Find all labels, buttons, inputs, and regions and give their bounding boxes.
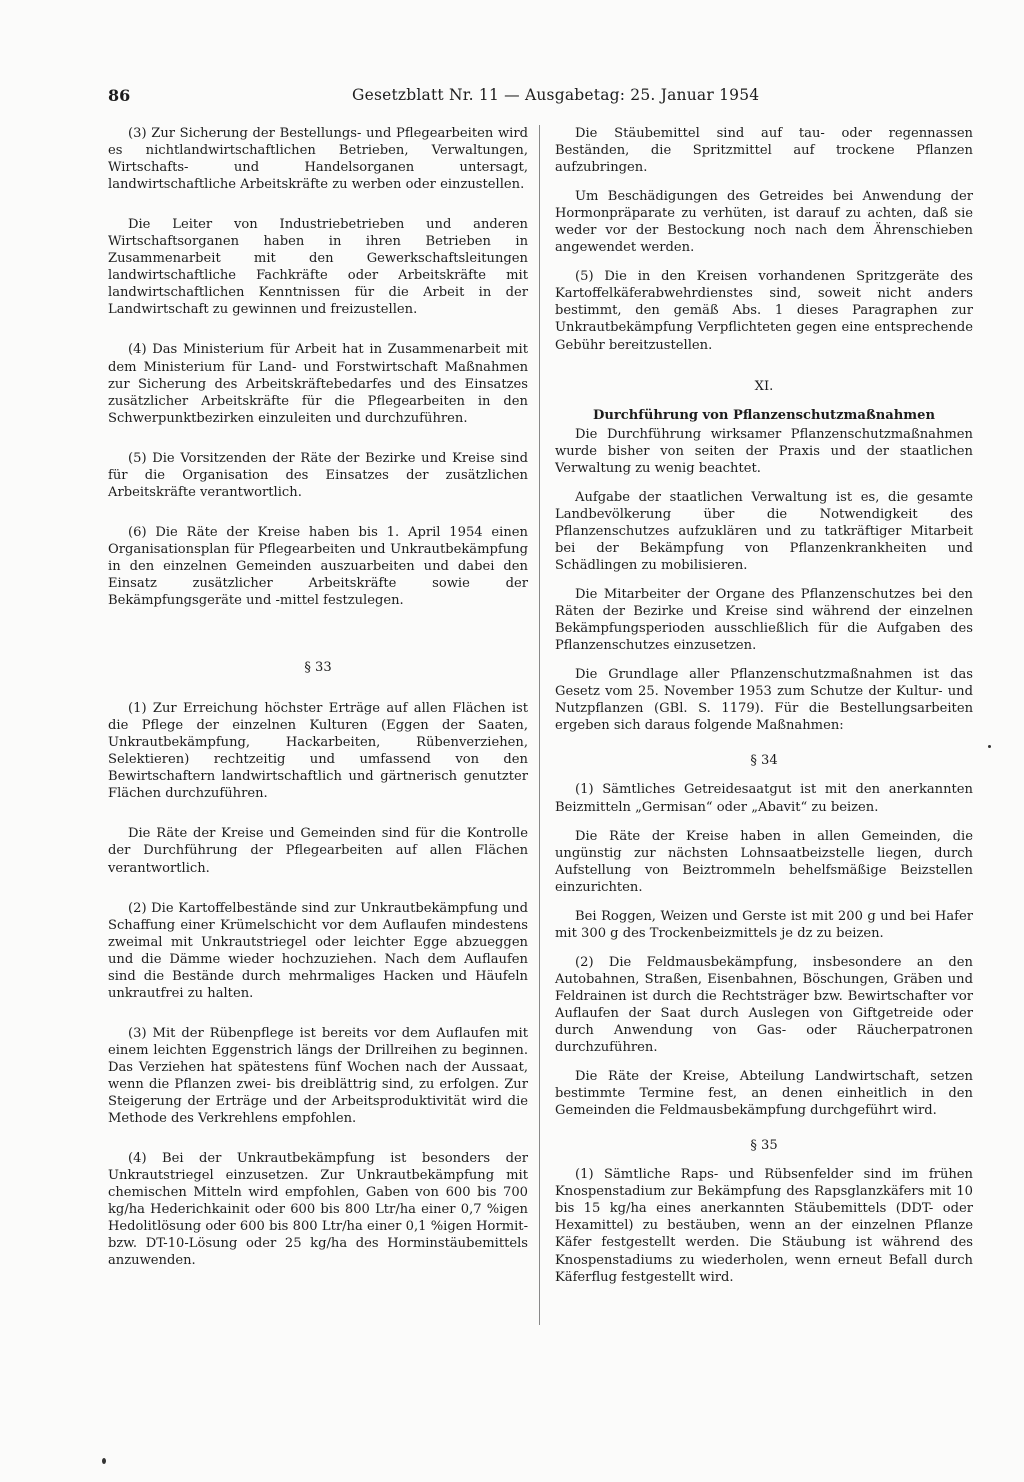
section-heading-35: § 35 [750, 1138, 778, 1154]
page-header [108, 86, 758, 108]
paragraph: Um Beschädigungen des Getreides bei Anwendung der Hormonpräparate zu verhüten, ist darauf zu achten, daß sie weder vor der Bestockung noch nach dem Ährenschieben angewendet werden. [555, 189, 973, 256]
paragraph: (1) Zur Erreichung höchster Erträge auf allen Flächen ist die Pflege der einzelnen Kulturen (Eggen der Saaten, Unkrautbekämpfung, Hackarbeiten, Rübenverziehen, Selektieren) rechtzeitig und umfassend von den Bewirtschaftern landwirtschaftlich und gärtnerisch genutzter Flächen durchzuführen. [108, 701, 528, 802]
scan-speck [988, 745, 991, 748]
paragraph: (2) Die Kartoffelbestände sind zur Unkrautbekämpfung und Schaffung einer Krümelschicht vor dem Auflaufen mindestens zweimal mit Unkrautstriegel oder leichter Egge abzueggen und die Dämme wieder hochzuziehen. Nach dem Auflaufen sind die Bestände durch mehrmaliges Hacken und Häufeln unkrautfrei zu halten. [108, 900, 528, 1001]
paragraph: Aufgabe der staatlichen Verwaltung ist es, die gesamte Landbevölkerung über die Notwendigkeit des Pflanzenschutzes aufzuklären und zu tatkräftiger Mitarbeit bei der Bekämpfung von Pflanzenkrankheiten und Schädlingen zu mobilisieren. [555, 489, 973, 573]
section-heading-34: § 34 [750, 753, 778, 769]
chapter-heading: Durchführung von Pflanzenschutzmaßnahmen [592, 407, 936, 423]
left-column [108, 125, 528, 1269]
paragraph: Die Räte der Kreise und Gemeinden sind für die Kontrolle der Durchführung der Pflegearbeiten auf allen Flächen verantwortlich. [108, 826, 528, 876]
paragraph: Die Stäubemittel sind auf tau- oder regennassen Beständen, die Spritzmittel auf trockene Pflanzen aufzubringen. [555, 126, 973, 176]
paragraph: (6) Die Räte der Kreise haben bis 1. April 1954 einen Organisationsplan für Pflegearbeiten und Unkrautbekämpfung in den einzelnen Gemeinden auszuarbeiten und dabei den Einsatz zusätzlicher Arbeitskräfte sowie der Bekämpfungsgeräte und -mittel festzulegen. [108, 524, 528, 609]
page-number: 86 [108, 86, 131, 105]
paragraph: Die Leiter von Industriebetrieben und anderen Wirtschaftsorganen haben in ihren Betrieben in Zusammenarbeit mit den Gewerkschaftsleitungen landwirtschaftliche Fachkräfte oder Arbeitskräfte mit landwirtschaftlichen Kenntnissen für die Arbeit in der Landwirtschaft zu gewinnen und freizustellen. [108, 217, 528, 318]
paragraph: Die Mitarbeiter der Organe des Pflanzenschutzes bei den Räten der Bezirke und Kreise sind während der einzelnen Bekämpfungsperioden ausschließlich für die Aufgaben des Pflanzenschutzes einzusetzen. [555, 587, 973, 654]
scan-speck [102, 1458, 106, 1464]
paragraph: (3) Mit der Rübenpflege ist bereits vor dem Auflaufen mit einem leichten Eggenstrich längs der Drillreihen zu beginnen. Das Verziehen hat spätestens fünf Wochen nach der Aussaat, wenn die Pflanzen zwei- bis dreiblättrig sind, zu erfolgen. Zur Steigerung der Erträge und der Arbeitsproduktivität wird die Methode des Verkrehlens empfohlen. [108, 1025, 528, 1127]
section-heading-33: § 33 [304, 660, 332, 676]
paragraph: Die Räte der Kreise haben in allen Gemeinden, die ungünstig zur nächsten Lohnsaatbeizstelle liegen, durch Aufstellung von Beiztrommeln behelfsmäßige Beizstellen einzurichten. [555, 828, 973, 895]
paragraph: (2) Die Feldmausbekämpfung, insbesondere an den Autobahnen, Straßen, Eisenbahnen, Böschungen, Gräben und Feldrainen ist durch die Rechtsträger bzw. Bewirtschafter vor Auflaufen der Saat durch Auslegen von Giftgetreide oder durch Anwendung von Gas- oder Räucherpatronen durchzuführen. [555, 954, 973, 1056]
gazette-title: Gesetzblatt Nr. 11 — Ausgabetag: 25. Januar 1954 [352, 86, 760, 104]
paragraph: (3) Zur Sicherung der Bestellungs- und Pflegearbeiten wird es nichtlandwirtschaftlichen Betrieben, Verwaltungen, Wirtschafts- und Handelsorganen untersagt, landwirtschaftliche Arbeitskräfte zu werben oder einzustellen. [108, 126, 528, 193]
paragraph: Die Räte der Kreise, Abteilung Landwirtschaft, setzen bestimmte Termine fest, an denen einheitlich in den Gemeinden die Feldmausbekämpfung durchgeführt wird. [555, 1069, 973, 1119]
paragraph: (1) Sämtliche Raps- und Rübsenfelder sind im frühen Knospenstadium zur Bekämpfung des Rapsglanzkäfers mit 10 bis 15 kg/ha eines anerkannten Stäubemittels (DDT- oder Hexamittel) zu bestäuben, wenn an der einzelnen Pflanze Käfer festgestellt werden. Die Stäubung ist während des Knospenstadiums zu wiederholen, wenn erneut Befall durch Käferflug festgestellt wird. [555, 1167, 973, 1285]
right-column [555, 125, 973, 1286]
paragraph: Bei Roggen, Weizen und Gerste ist mit 200 g und bei Hafer mit 300 g des Trockenbeizmittels je dz zu beizen. [555, 908, 973, 941]
paragraph: (5) Die Vorsitzenden der Räte der Bezirke und Kreise sind für die Organisation des Einsatzes der zusätzlichen Arbeitskräfte verantwortlich. [108, 450, 528, 500]
paragraph: (5) Die in den Kreisen vorhandenen Spritzgeräte des Kartoffelkäferabwehrdienstes sind, soweit nicht anders bestimmt, den gemäß Abs. 1 dieses Paragraphen zur Unkrautbekämpfung Verpflichteten gegen eine entsprechende Gebühr bereitzustellen. [555, 269, 973, 353]
paragraph: (1) Sämtliches Getreidesaatgut ist mit den anerkannten Beizmitteln „Germisan“ oder „Abavit“ zu beizen. [555, 782, 973, 815]
chapter-number: XI. [754, 378, 774, 394]
paragraph: Die Durchführung wirksamer Pflanzenschutzmaßnahmen wurde bisher von seiten der Praxis und der staatlichen Verwaltung zu wenig beachtet. [555, 426, 973, 476]
paragraph: (4) Das Ministerium für Arbeit hat in Zusammenarbeit mit dem Ministerium für Land- und Forstwirtschaft Maßnahmen zur Sicherung des Arbeitskräftebedarfes und des Einsatzes zusätzlicher Arbeitskräfte für die Pflegearbeiten in den Schwerpunktbezirken einzuleiten und durchzuführen. [108, 342, 528, 426]
column-divider [539, 125, 540, 1325]
paragraph: (4) Bei der Unkrautbekämpfung ist besonders der Unkrautstriegel einzusetzen. Zur Unkrautbekämpfung mit chemischen Mitteln wird empfohlen, Gaben von 600 bis 700 kg/ha Hederichkainit oder 600 bis 800 Ltr/ha einer 0,7 %igen Hedolitlösung oder 600 bis 800 Ltr/ha einer 0,1 %igen Hormit- bzw. DT-10-Lösung oder 25 kg/ha des Horminstäubemittels anzuwenden. [108, 1151, 528, 1269]
paragraph: Die Grundlage aller Pflanzenschutzmaßnahmen ist das Gesetz vom 25. November 1953 zum Schutze der Kultur- und Nutzpflanzen (GBl. S. 1179). Für die Bestellungsarbeiten ergeben sich daraus folgende Maßnahmen: [555, 667, 973, 734]
